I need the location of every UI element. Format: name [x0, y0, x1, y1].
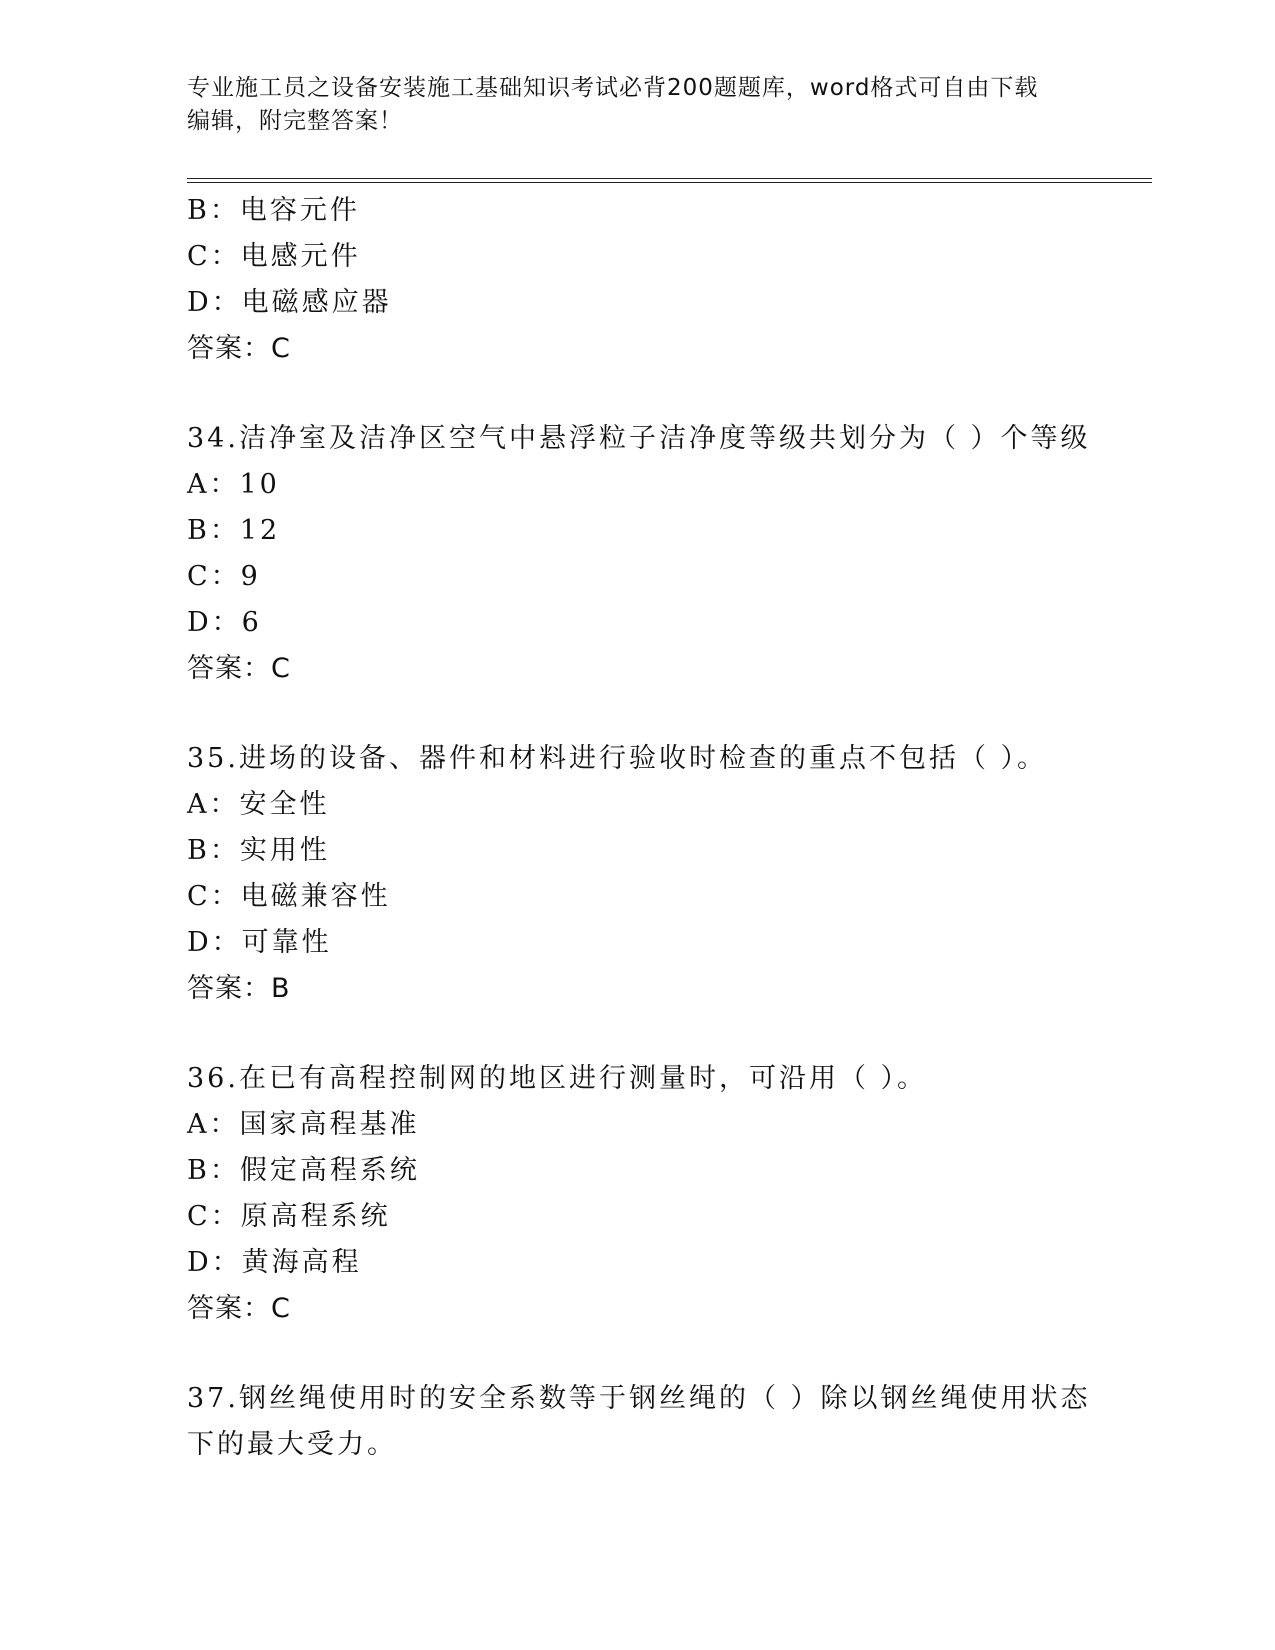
question-34: [187, 416, 1091, 692]
option-a: A：国家高程基准: [187, 1109, 420, 1140]
question-37: [187, 1376, 1091, 1468]
header-line-2: 编辑，附完整答案！: [187, 108, 403, 134]
option-c: C：电感元件: [187, 241, 361, 272]
question-36: [187, 1056, 1087, 1332]
option-a: A：安全性: [187, 789, 330, 820]
question-text: 34.洁净室及洁净区空气中悬浮粒子洁净度等级共划分为（ ）个等级: [187, 423, 1091, 454]
question-text: 36.在已有高程控制网的地区进行测量时，可沿用（ ）。: [187, 1063, 928, 1094]
option-c: C：原高程系统: [187, 1201, 391, 1232]
option-c: C：9: [187, 561, 261, 592]
option-d: D：可靠性: [187, 927, 332, 958]
option-d: D：6: [187, 607, 262, 638]
question-33: [187, 188, 1087, 372]
header-line-1: 专业施工员之设备安装施工基础知识考试必背200题题库，word格式可自由下载: [187, 75, 1039, 101]
document-header: [187, 72, 1087, 138]
option-b: B：12: [187, 515, 281, 546]
answer: 答案：C: [187, 333, 291, 364]
answer: 答案：C: [187, 653, 291, 684]
option-b: B：电容元件: [187, 195, 360, 226]
question-text: 35.进场的设备、器件和材料进行验收时检查的重点不包括（ ）。: [187, 743, 1048, 774]
question-list: [187, 188, 1091, 1468]
answer: 答案：C: [187, 1293, 291, 1324]
option-d: D：电磁感应器: [187, 287, 392, 318]
option-c: C：电磁兼容性: [187, 881, 391, 912]
question-35: [187, 736, 1087, 1012]
question-text-line-2: 下的最大受力。: [187, 1429, 397, 1460]
option-d: D：黄海高程: [187, 1247, 362, 1278]
option-b: B：实用性: [187, 835, 330, 866]
header-divider: [187, 178, 1152, 183]
question-text-line-1: 37.钢丝绳使用时的安全系数等于钢丝绳的（ ）除以钢丝绳使用状态: [187, 1383, 1091, 1414]
option-b: B：假定高程系统: [187, 1155, 420, 1186]
option-a: A：10: [187, 469, 280, 500]
answer: 答案：B: [187, 973, 291, 1004]
